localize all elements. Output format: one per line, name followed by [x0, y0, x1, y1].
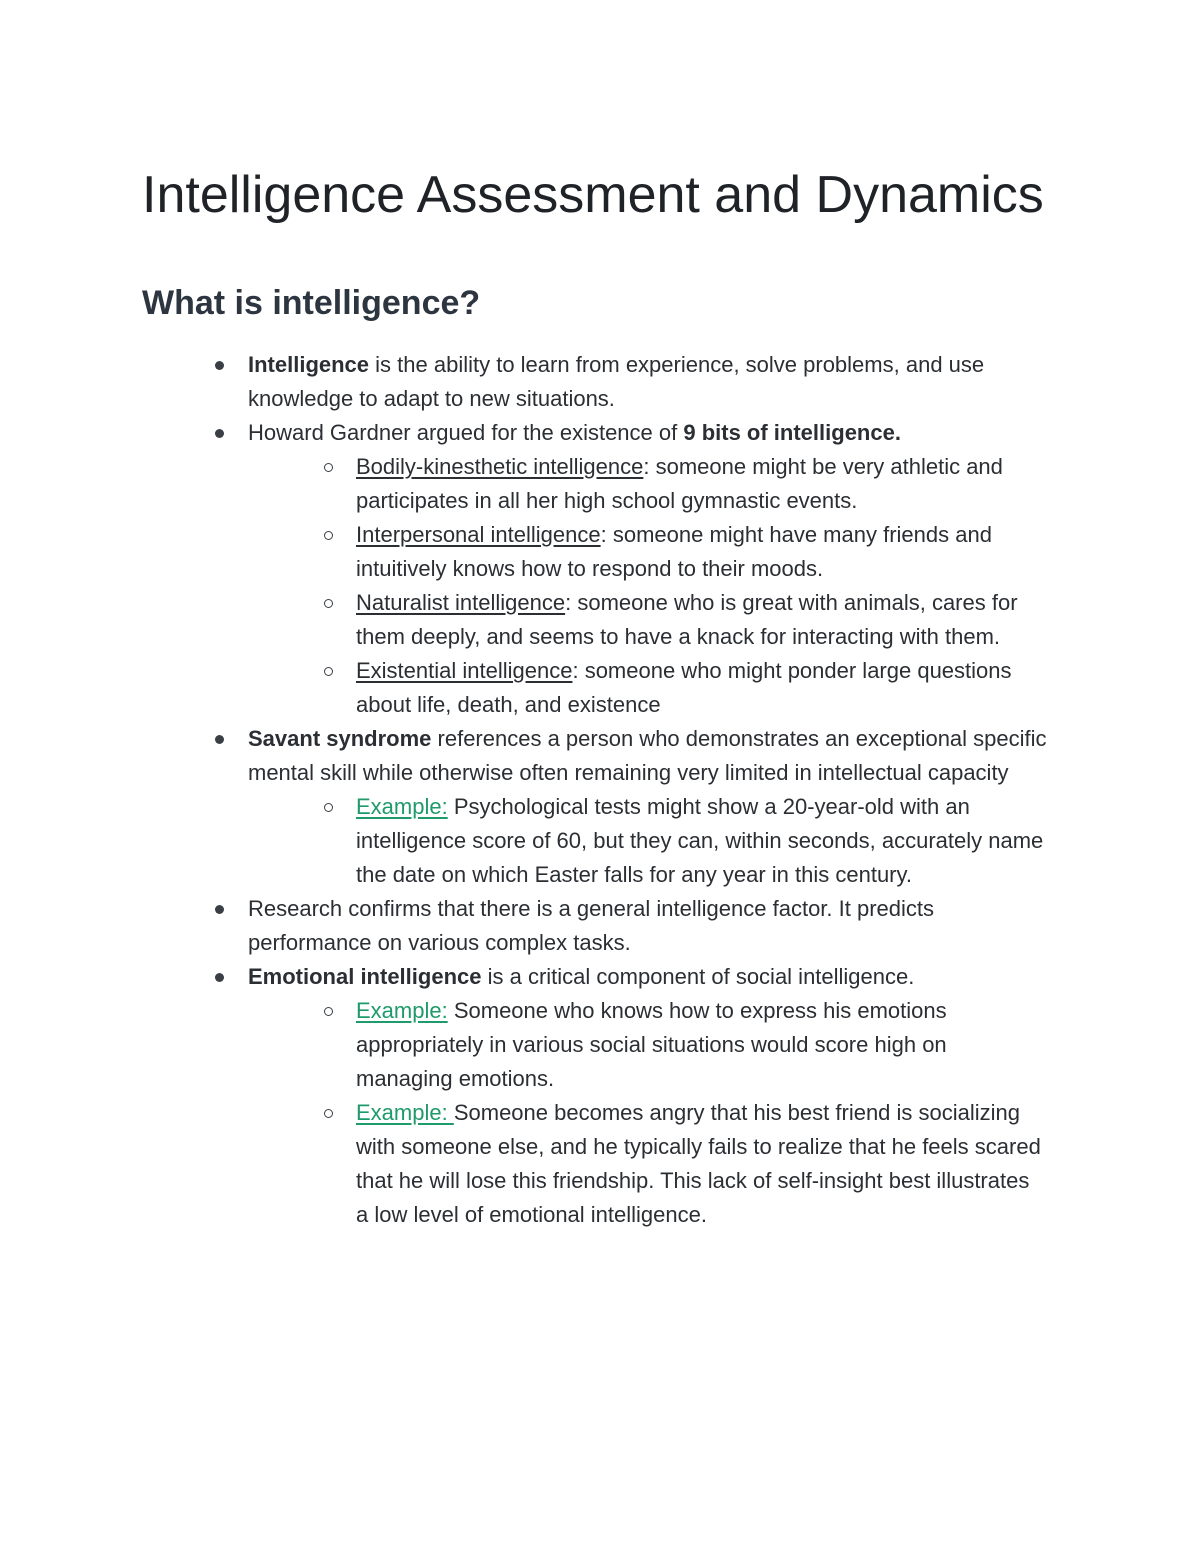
item-text: Someone who knows how to express his emotions appropriately in various social situations would score high on managing emotions. [356, 998, 947, 1091]
hollow-bullet-icon [324, 803, 333, 812]
list-item [248, 722, 1048, 790]
example-label: Example: [356, 998, 448, 1023]
item-text: is a critical component of social intelligence. [481, 964, 915, 989]
hollow-bullet-icon [324, 463, 333, 472]
underlined-term: Existential intelligence [356, 658, 573, 683]
bullet-icon [215, 735, 224, 744]
list-item [248, 892, 1048, 960]
sub-list-item [356, 450, 1046, 518]
document-title: Intelligence Assessment and Dynamics [142, 166, 1044, 224]
key-term: Savant syndrome [248, 726, 432, 751]
item-text: Howard Gardner argued for the existence of [248, 420, 684, 445]
key-term: 9 bits of intelligence. [683, 420, 901, 445]
section-heading: What is intelligence? [142, 284, 481, 322]
item-text: : someone who is great with animals, cares for them deeply, and seems to have a knack for interacting with them. [356, 590, 1018, 649]
key-term: Intelligence [248, 352, 370, 377]
list-item [248, 416, 1048, 450]
bullet-icon [215, 361, 224, 370]
underlined-term: Naturalist intelligence [356, 590, 566, 615]
hollow-bullet-icon [324, 667, 333, 676]
item-text: is the ability to learn from experience, solve problems, and use knowledge to adapt to new situations. [248, 352, 985, 411]
sub-list-item [356, 586, 1046, 654]
example-label: Example: [356, 1100, 454, 1125]
notes-list [0, 348, 1200, 1232]
sub-list-item [356, 790, 1046, 892]
sub-list-item [356, 518, 1046, 586]
list-item [248, 960, 1048, 994]
item-text: references a person who demonstrates an exceptional specific mental skill while otherwise often remaining very limited in intellectual capacity [248, 726, 1047, 785]
bullet-icon [215, 429, 224, 438]
hollow-bullet-icon [324, 1109, 333, 1118]
sub-list-item [356, 994, 1046, 1096]
example-label: Example: [356, 794, 448, 819]
item-text: Psychological tests might show a 20-year-old with an intelligence score of 60, but they can, within seconds, accurately name the date on which Easter falls for any year in this century. [356, 794, 1044, 887]
hollow-bullet-icon [324, 599, 333, 608]
list-item [248, 348, 1048, 416]
underlined-term: Bodily-kinesthetic intelligence [356, 454, 644, 479]
bullet-icon [215, 905, 224, 914]
underlined-term: Interpersonal intelligence [356, 522, 601, 547]
sub-list-item [356, 654, 1046, 722]
item-text: Someone becomes angry that his best friend is socializing with someone else, and he typically fails to realize that he feels scared that he will lose this friendship. This lack of self-insight best illustrates a low level of emotional intelligence. [356, 1100, 1041, 1227]
hollow-bullet-icon [324, 1007, 333, 1016]
hollow-bullet-icon [324, 531, 333, 540]
item-text: : someone might have many friends and intuitively knows how to respond to their moods. [356, 522, 992, 581]
bullet-icon [215, 973, 224, 982]
sub-list-item [356, 1096, 1046, 1232]
item-text: Research confirms that there is a general intelligence factor. It predicts performance on various complex tasks. [248, 896, 935, 955]
item-text: : someone who might ponder large questions about life, death, and existence [356, 658, 1012, 717]
item-text: : someone might be very athletic and participates in all her high school gymnastic events. [356, 454, 1003, 513]
key-term: Emotional intelligence [248, 964, 482, 989]
